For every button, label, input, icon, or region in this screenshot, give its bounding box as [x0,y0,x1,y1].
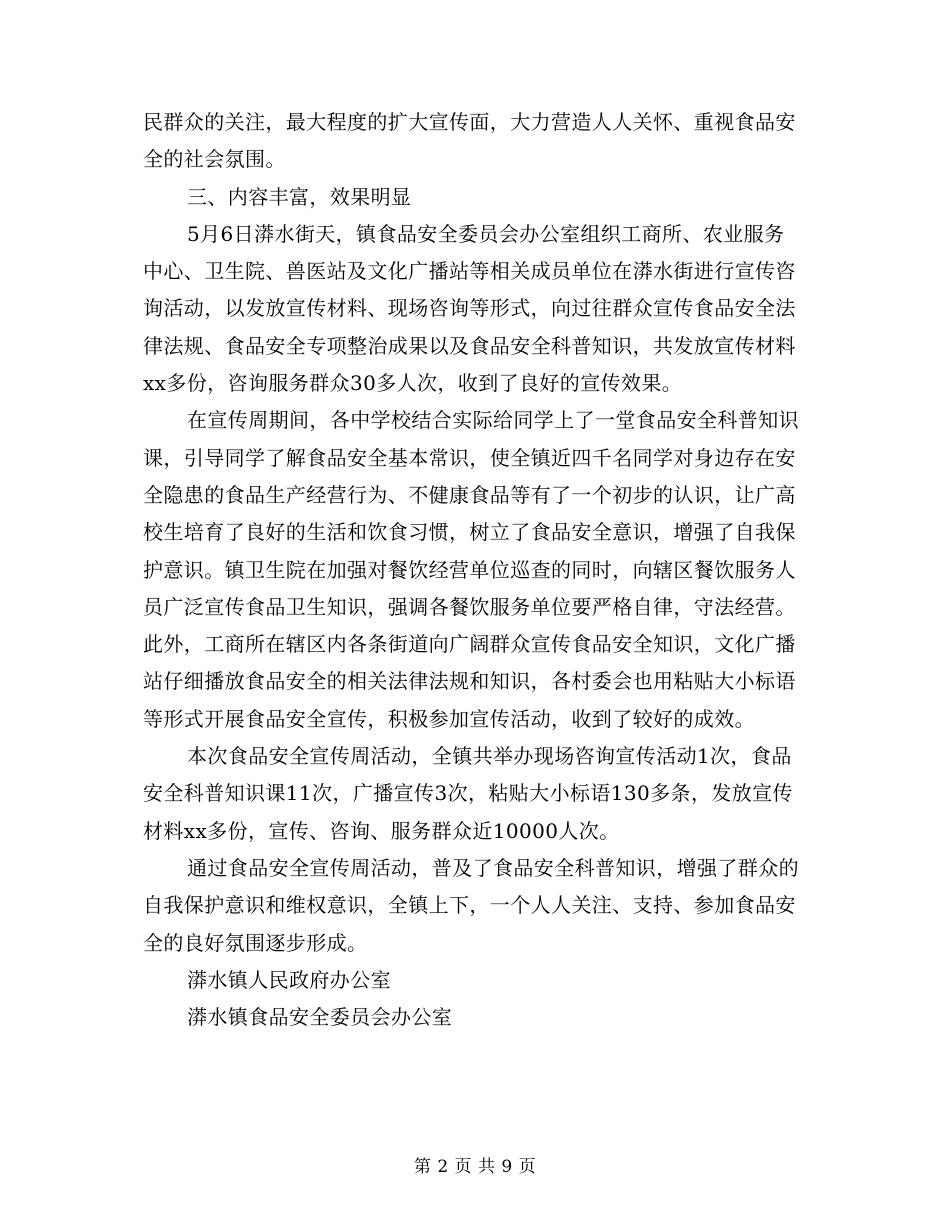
paragraph-conclusion: 通过食品安全宣传周活动，普及了食品安全科普知识，增强了群众的自我保护意识和维权意识，全镇上下，一个人人关注、支持、参加食品安全的良好氛围逐步形成。 [143,855,799,955]
paragraph-summary-stats: 本次食品安全宣传周活动，全镇共举办现场咨询宣传活动1次，食品安全科普知识课11次，广播宣传3次，粘贴大小标语130多条，发放宣传材料xx多份，宣传、咨询、服务群众近10000人次。 [143,744,793,843]
signature-food-safety-office: 漭水镇食品安全委员会办公室 [187,1005,453,1030]
page-footer [0,1152,950,1177]
paragraph-continuation: 民群众的关注，最大程度的扩大宣传面，大力营造人人关怀、重视食品安全的社会氛围。 [143,110,796,172]
section-heading: 三、内容丰富，效果明显 [187,184,412,209]
page-number: 第 2 页 共 9 页 [413,1157,537,1177]
paragraph-publicity-week: 在宣传周期间，各中学校结合实际给同学上了一堂食品安全科普知识课，引导同学了解食品安全基本常识，使全镇近四千名同学对身边存在安全隐患的食品生产经营行为、不健康食品等有了一个初步的认识，让广高校生培育了良好的生活和饮食习惯，树立了食品安全意识，增强了自我保护意识。镇卫生院在加强对餐饮经营单位巡查的同时，向辖区餐饮服务人员广泛宣传食品卫生知识，强调各餐饮服务单位要严格自律，守法经营。此外，工商所在辖区内各条街道向广阔群众宣传食品安全知识，文化广播站仔细播放食品安全的相关法律法规和知识，各村委会也用粘贴大小标语等形式开展食品安全宣传，积极参加宣传活动，收到了较好的成效。 [143,408,799,731]
document-body [143,104,803,1036]
paragraph-event-may-6: 5月6日漭水街天，镇食品安全委员会办公室组织工商所、农业服务中心、卫生院、兽医站及文化广播站等相关成员单位在漭水街进行宣传咨询活动，以发放宣传材料、现场咨询等形式，向过往群众宣传食品安全法律法规、食品安全专项整治成果以及食品安全科普知识，共发放宣传材料xx多份，咨询服务群众30多人次，收到了良好的宣传效果。 [143,221,796,396]
signature-government-office: 漭水镇人民政府办公室 [187,967,391,992]
